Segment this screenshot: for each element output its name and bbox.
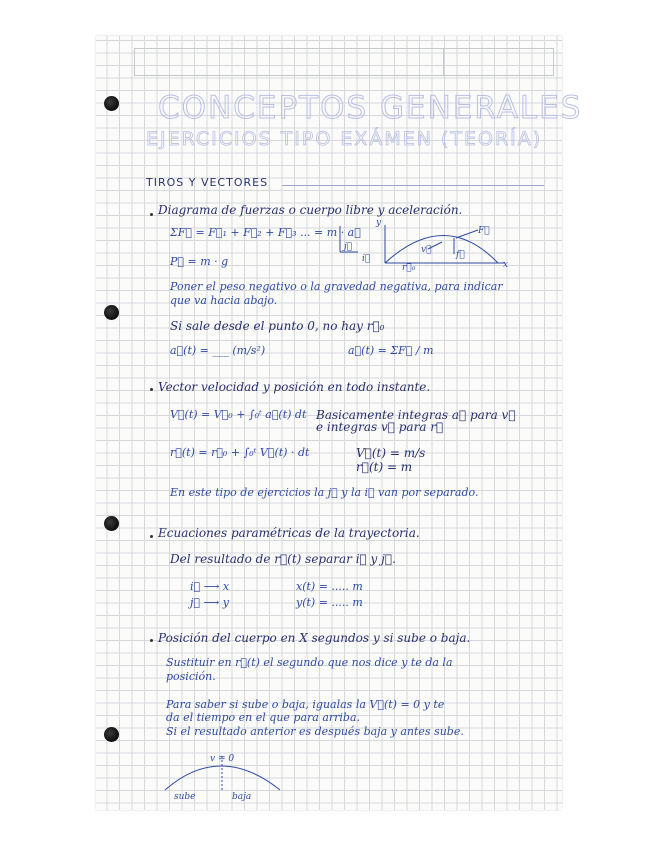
formula: y(t) = ..... m bbox=[296, 596, 363, 609]
note-line: posición. bbox=[166, 670, 216, 683]
note-line: Si sale desde el punto 0, no hay r⃗₀ bbox=[170, 319, 385, 333]
diagram-label: r⃗₀ bbox=[402, 263, 416, 273]
formula: ΣF⃗ = F⃗₁ + F⃗₂ + F⃗₃ ... = m · a⃗ bbox=[170, 226, 361, 239]
page-title: CONCEPTOS GENERALES bbox=[158, 90, 583, 126]
binder-hole bbox=[104, 96, 119, 111]
mapping: i⃗ ⟶ x bbox=[190, 580, 230, 593]
note-line: Poner el peso negativo o la gravedad negativa, para indicar bbox=[170, 280, 503, 293]
diagram-label: y bbox=[376, 218, 382, 228]
bullet bbox=[150, 639, 153, 642]
item-heading: Vector velocidad y posición en todo instante. bbox=[158, 380, 431, 394]
header-box bbox=[134, 48, 554, 76]
diagram-label: F⃗ bbox=[478, 226, 490, 236]
formula: a⃗(t) = ___ (m/s²) bbox=[170, 344, 266, 357]
note-line: Para saber si sube o baja, igualas la V⃗(t) = 0 y te bbox=[166, 698, 445, 711]
bullet bbox=[150, 535, 153, 538]
note-line: En este tipo de ejercicios la j⃗ y la i⃗ van por separado. bbox=[170, 486, 479, 499]
page-subtitle: EJERCICIOS TIPO EXÁMEN (TEORÍA) bbox=[146, 128, 543, 150]
diagram-label: v⃗ bbox=[421, 245, 432, 255]
mapping: j⃗ ⟶ y bbox=[190, 596, 229, 609]
curve-label: v = 0 bbox=[210, 754, 235, 764]
binder-hole bbox=[104, 516, 119, 531]
note-line: e integras v⃗ para r⃗ bbox=[316, 420, 444, 434]
formula: r⃗(t) = m bbox=[356, 460, 413, 474]
item-heading: Diagrama de fuerzas o cuerpo libre y aceleración. bbox=[158, 203, 463, 217]
formula: r⃗(t) = r⃗₀ + ∫₀ᵗ V⃗(t) · dt bbox=[170, 446, 310, 459]
binder-hole bbox=[104, 305, 119, 320]
diagram-label: f⃗ bbox=[456, 250, 465, 260]
diagram-label: i⃗ bbox=[362, 254, 371, 264]
formula: V⃗(t) = m/s bbox=[356, 446, 426, 460]
item-heading: Posición del cuerpo en X segundos y si sube o baja. bbox=[158, 631, 471, 645]
diagram-label: x bbox=[503, 260, 509, 270]
section-title: TIROS Y VECTORES bbox=[146, 176, 269, 189]
formula: V⃗(t) = V⃗₀ + ∫₀ᵗ a⃗(t) dt bbox=[170, 408, 307, 421]
header-divider bbox=[443, 49, 444, 75]
note-line: Si el resultado anterior es después baja y antes sube. bbox=[166, 725, 464, 738]
formula: x(t) = ..... m bbox=[296, 580, 363, 593]
bullet bbox=[150, 213, 153, 216]
curve-label: baja bbox=[232, 792, 252, 802]
formula: P⃗ = m · g bbox=[170, 255, 229, 268]
note-line: que va hacia abajo. bbox=[170, 294, 278, 307]
curve-label: sube bbox=[174, 792, 196, 802]
formula: a⃗(t) = ΣF⃗ / m bbox=[348, 344, 434, 357]
note-line: Sustituir en r⃗(t) el segundo que nos dice y te da la bbox=[166, 656, 453, 669]
bullet bbox=[150, 388, 153, 391]
item-heading: Ecuaciones paramétricas de la trayectoria. bbox=[158, 526, 420, 540]
binder-hole bbox=[104, 727, 119, 742]
section-underline bbox=[282, 185, 544, 186]
note-line: da el tiempo en el que para arriba. bbox=[166, 711, 361, 724]
note-line: Del resultado de r⃗(t) separar i⃗ y j⃗. bbox=[170, 552, 396, 566]
diagram-label: j⃗ bbox=[344, 242, 353, 252]
note-line: Basicamente integras a⃗ para v⃗ bbox=[316, 408, 516, 422]
